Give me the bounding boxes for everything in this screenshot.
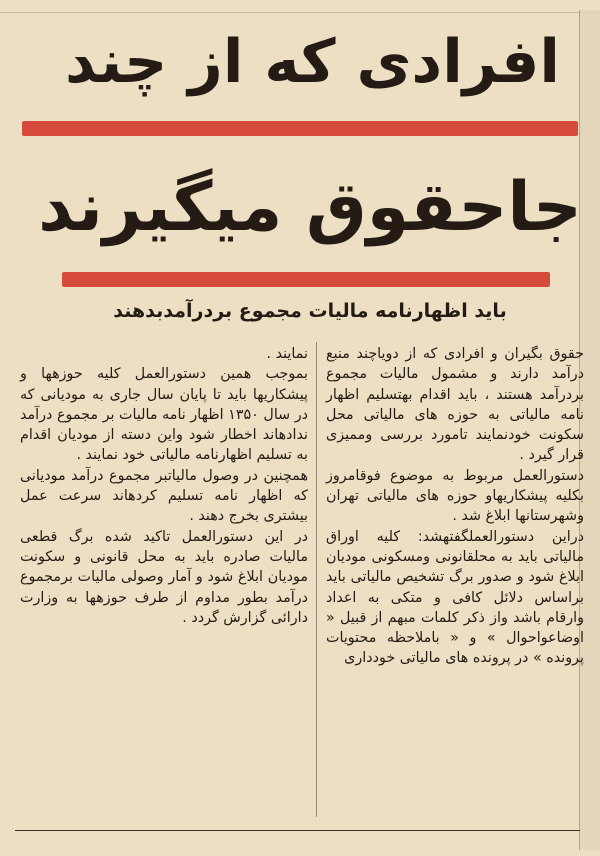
paragraph: همچنین در وصول مالیاتبر مجموع درآمد مودیانی که اظهار نامه تسلیم کردهاند سرعت عمل بیشتری بخرج دهند . — [20, 467, 308, 525]
article-column-left — [20, 344, 308, 628]
paragraph: حقوق بگیران و افرادی که از دویاچند منبع درآمد دارند و مشمول مالیات مجموع بردرآمد هستند ، باید اقدام بهتسلیم اظهار نامه مالیاتی به حوزه های مالیاتی محل سکونت خودنمایند تامورد بررسی وممیزی قرار گیرد . — [326, 346, 584, 464]
paragraph: دستورالعمل مربوط به موضوع فوقامروز بکلیه پیشکاریهاو حوزه های مالیاتی تهران وشهرستانها ابلاغ شد . — [326, 467, 584, 525]
paragraph: دراین دستورالعملگفتهشد: کلیه اوراق مالیاتی باید به محلقانونی ومسکونی مودیان ابلاغ شود و صدور برگ تشخیص مالیاتی باید براساس دلائل کافی و متکی به اعداد وارقام باشد واز ذکر کلمات مبهم از قبیل « اوضاعواحوال » و « باملاحظه محتویات پرونده » در پرونده های مالیاتی خودداری — [326, 528, 584, 667]
column-divider — [316, 342, 317, 817]
bottom-rule — [15, 830, 580, 831]
adjacent-column-bleed-top — [0, 0, 600, 13]
paragraph: بموجب همین دستورالعمل کلیه حوزهها و پیشکاریها باید تا پایان سال جاری به مودیانی که در سال ۱۳۵۰ اظهار نامه مالیات بر مجموع درآمد ندادهاند اخطار شود واین دسته از مودیان اقدام به تسلیم اظهارنامه مالیاتی خود نمایند . — [20, 366, 308, 464]
red-rule-bottom — [62, 272, 550, 287]
adjacent-article-bleed-bottom — [340, 836, 580, 856]
headline-line-1: افرادی که از چند — [65, 27, 560, 97]
red-rule-top — [22, 121, 578, 136]
paragraph: نمایند . — [266, 346, 308, 362]
article-column-right — [326, 344, 584, 669]
paragraph: در این دستورالعمل تاکید شده برگ قطعی مالیات صادره باید به محل قانونی و سکونت مودیان ابلاغ شود و آمار وصولی مالیات برمجموع درآمد بطور مداوم از طرف حوزهها به وزارت دارائی گزارش گردد . — [20, 528, 308, 626]
subheadline: باید اظهارنامه مالیات مجموع بردرآمدبدهند — [113, 300, 507, 322]
headline-line-2: جاحقوق میگیرند — [38, 168, 582, 247]
